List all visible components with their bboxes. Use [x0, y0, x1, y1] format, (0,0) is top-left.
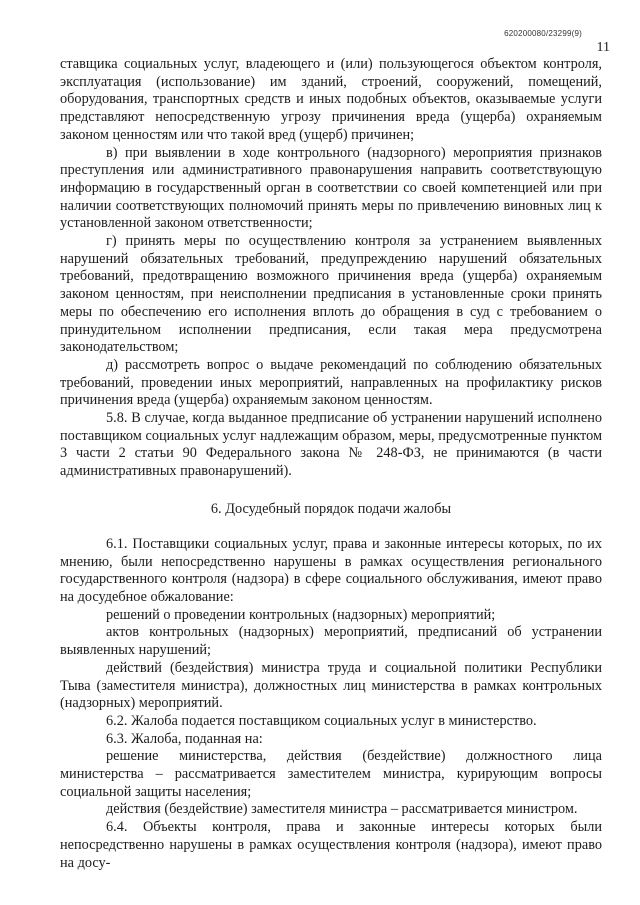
document-body [60, 56, 602, 872]
paragraph-continuation: ставщика социальных услуг, владеющего и (или) пользующегося объектом контроля, эксплуатация (использование) им зданий, строений, сооружений, помещений, оборудования, транспортных средств и иных подобных объектов, оказываемые услуги представляют непосредственную угрозу причинения вреда (ущерба) охраняемым законом ценностям или что такой вред (ущерб) причинен; [60, 56, 602, 143]
page-number: 11 [596, 40, 610, 55]
paragraph-6-4: 6.4. Объекты контроля, права и законные интересы которых были непосредственно нарушены в рамках осуществления контроля (надзора), имеют право на досу- [60, 819, 602, 871]
paragraph-list-item: решений о проведении контрольных (надзорных) мероприятий; [106, 606, 496, 623]
paragraph-6-3: 6.3. Жалоба, поданная на: [106, 730, 263, 747]
paragraph-5-8: 5.8. В случае, когда выданное предписание об устранении нарушений исполнено поставщиком социальных услуг надлежащим образом, меры, предусмотренные пунктом 3 части 2 статьи 90 Федерального закона № 248-ФЗ, не принимаются (в части административных правонарушений). [60, 410, 602, 480]
paragraph-item-g: г) принять меры по осуществлению контроля за устранением выявленных нарушений обязательных требований, предупреждению нарушений обязательных требований, предотвращению возможного причинения вреда (ущерба) охраняемым законом ценностям, при неисполнении предписания в установленные сроки принять меры по обеспечению его исполнения вплоть до обращения в суд с требованием о принудительном исполнении предписания, если такая мера предусмотрена законодательством; [60, 233, 602, 356]
paragraph-item-d: д) рассмотреть вопрос о выдаче рекомендаций по соблюдению обязательных требований, проведении иных мероприятий, направленных на профилактику рисков причинения вреда (ущерба) охраняемым законом ценностям. [60, 356, 602, 409]
paragraph-list-item: действий (бездействия) министра труда и социальной политики Республики Тыва (заместителя министра), должностных лиц министерства в рамках контрольных (надзорных) мероприятий. [60, 659, 602, 712]
paragraph-list-item: актов контрольных (надзорных) мероприятий, предписаний об устранении выявленных нарушений; [60, 624, 602, 659]
document-registration-code: 620200080/23299(9) [504, 29, 582, 38]
paragraph-list-item: действия (бездействие) заместителя министра – рассматривается министром. [106, 801, 578, 818]
paragraph-6-2: 6.2. Жалоба подается поставщиком социальных услуг в министерство. [106, 712, 537, 729]
paragraph-item-v: в) при выявлении в ходе контрольного (надзорного) мероприятия признаков преступления или административного правонарушения направить соответствующую информацию в государственный орган в соответствии со своей компетенцией или при наличии соответствующих полномочий принять меры по привлечению виновных лиц к установленной законом ответственности; [60, 144, 602, 232]
paragraph-6-1: 6.1. Поставщики социальных услуг, права и законные интересы которых, по их мнению, были непосредственно нарушены в рамках осуществления регионального государственного контроля (надзора) в сфере социального обслуживания, имеют право на досудебное обжалование: [60, 535, 602, 605]
section-heading: 6. Досудебный порядок подачи жалобы [210, 500, 452, 517]
paragraph-list-item: решение министерства, действия (бездействие) должностного лица министерства – рассматривается заместителем министра, курирующим вопросы социальной защиты населения; [60, 748, 602, 800]
